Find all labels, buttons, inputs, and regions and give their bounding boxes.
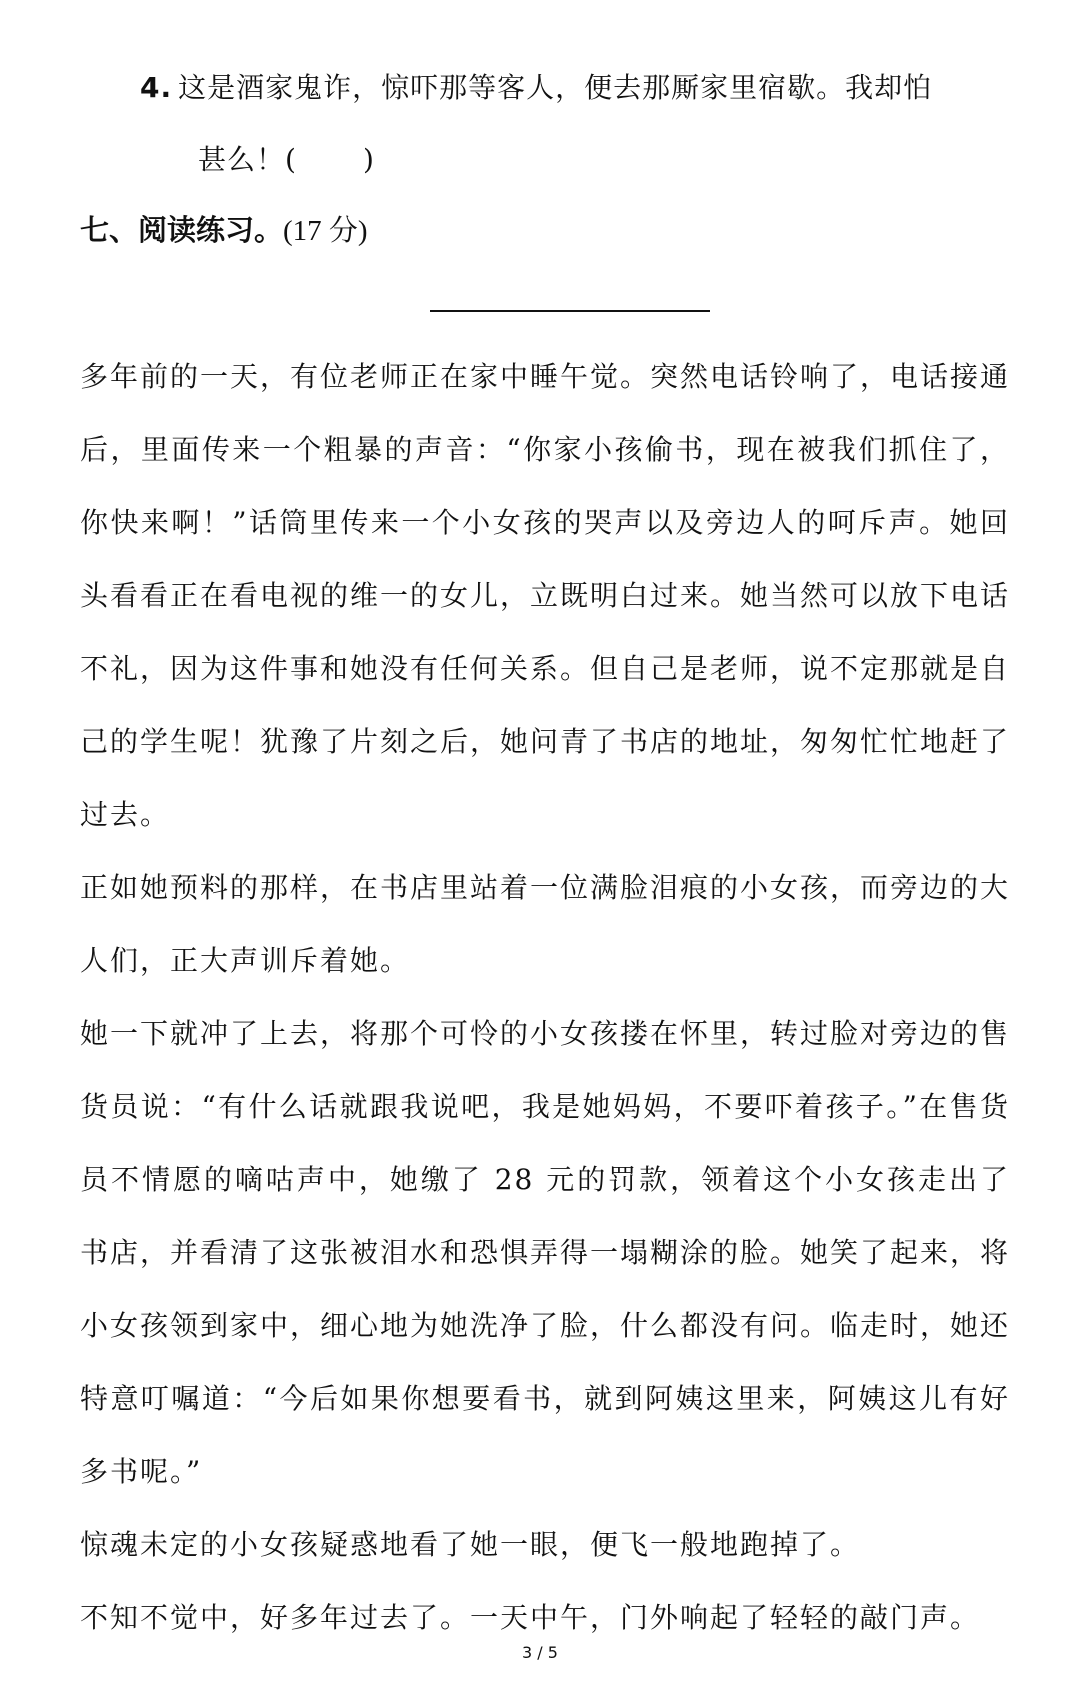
section-score: (17 分) xyxy=(283,215,368,247)
reading-passage xyxy=(80,340,1010,1654)
section-title xyxy=(80,208,368,249)
title-blank-line[interactable] xyxy=(430,310,710,312)
passage-paragraph: 正如她预料的那样，在书店里站着一位满脸泪痕的小女孩，而旁边的大人们，正大声训斥着她。 xyxy=(80,871,1011,977)
question-4-line-1 xyxy=(140,66,932,106)
section-heading: 七、阅读练习。 xyxy=(80,213,284,247)
passage-paragraph: 惊魂未定的小女孩疑惑地看了她一眼，便飞一般地跑掉了。 xyxy=(80,1528,861,1561)
question-4-text: 这是酒家鬼诈，惊吓那等客人，便去那厮家里宿歇。我却怕 xyxy=(178,71,933,104)
question-4-line-2 xyxy=(198,138,375,178)
page-number: 3 / 5 xyxy=(522,1643,558,1662)
answer-paren-close: ) xyxy=(362,143,375,176)
passage-paragraph: 她一下就冲了上去，将那个可怜的小女孩搂在怀里，转过脸对旁边的售货员说：“有什么话就跟我说吧，我是她妈妈，不要吓着孩子。”在售货员不情愿的嘀咕声中，她缴了 28 元的罚款，领着这个小女孩走出了书店，并看清了这张被泪水和恐惧弄得一塌糊涂的脸。她笑了起来，将小女孩领到家中，细心地为她洗净了脸，什么都没有问。临走时，她还特意叮嘱道：“今后如果你想要看书，就到阿姨这里来，阿姨这儿有好多书呢。” xyxy=(80,1017,1011,1488)
question-4-text-end: 甚么！( xyxy=(198,143,297,176)
passage-paragraph: 多年前的一天，有位老师正在家中睡午觉。突然电话铃响了，电话接通后，里面传来一个粗暴的声音：“你家小孩偷书，现在被我们抓住了，你快来啊！”话筒里传来一个小女孩的哭声以及旁边人的呵斥声。她回头看看正在看电视的维一的女儿，立既明白过来。她当然可以放下电话不礼，因为这件事和她没有任何关系。但自己是老师，说不定那就是自己的学生呢！犹豫了片刻之后，她问青了书店的地址，匆匆忙忙地赶了过去。 xyxy=(80,360,1011,831)
passage-paragraph: 不知不觉中，好多年过去了。一天中午，门外响起了轻轻的敲门声。 xyxy=(80,1601,981,1634)
question-number: 4. xyxy=(140,71,173,104)
